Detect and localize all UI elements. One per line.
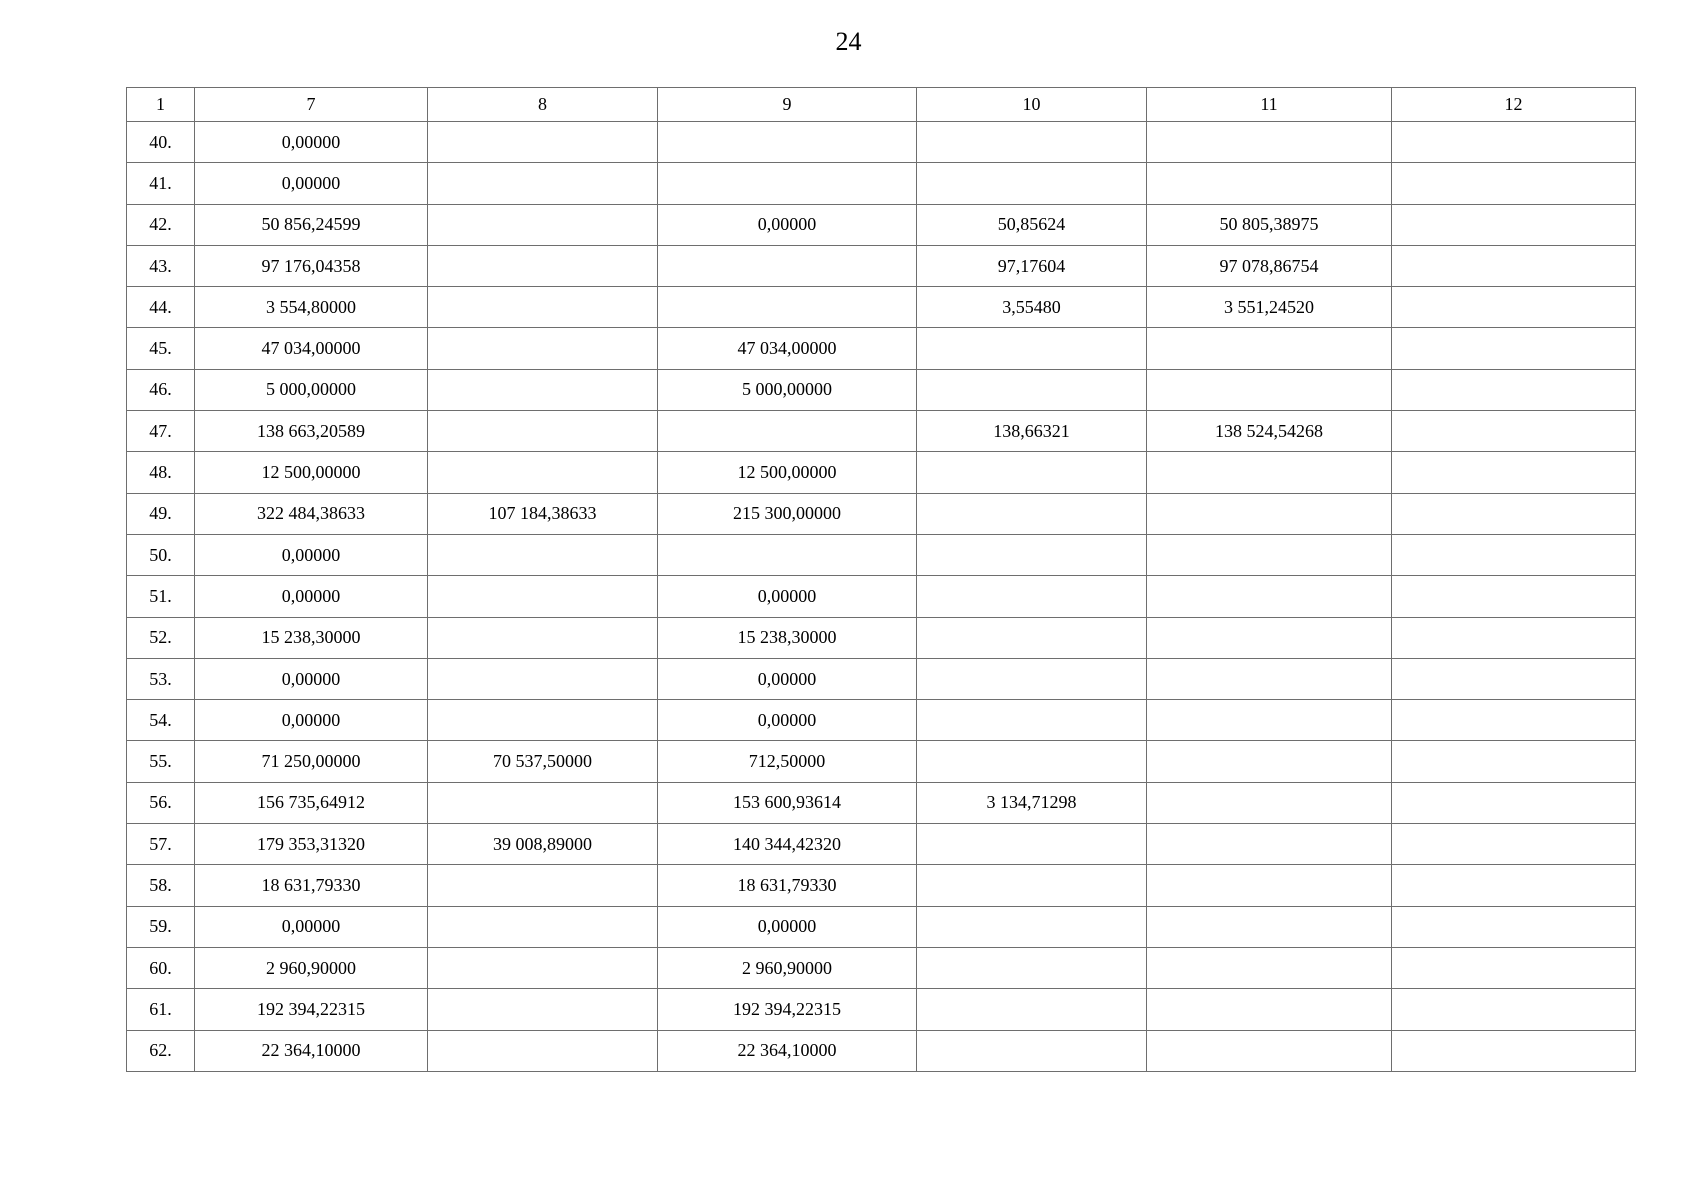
table-cell <box>1392 163 1636 204</box>
column-header: 9 <box>658 88 917 122</box>
table-cell <box>1147 452 1392 493</box>
table-cell: 0,00000 <box>658 576 917 617</box>
column-header: 1 <box>127 88 195 122</box>
table-cell: 15 238,30000 <box>658 617 917 658</box>
table-cell <box>428 947 658 988</box>
table-cell: 192 394,22315 <box>658 989 917 1030</box>
table-cell <box>658 122 917 163</box>
table-cell <box>1392 865 1636 906</box>
table-cell <box>1392 369 1636 410</box>
table-row <box>127 534 1636 575</box>
table-cell <box>917 163 1147 204</box>
table-cell: 192 394,22315 <box>195 989 428 1030</box>
column-header: 11 <box>1147 88 1392 122</box>
table-cell <box>1392 328 1636 369</box>
table-cell <box>917 865 1147 906</box>
table-cell <box>1392 824 1636 865</box>
table-cell <box>917 369 1147 410</box>
table-cell <box>428 328 658 369</box>
table-cell <box>1147 658 1392 699</box>
table-row <box>127 204 1636 245</box>
table-cell: 0,00000 <box>658 700 917 741</box>
table-cell: 3 554,80000 <box>195 287 428 328</box>
row-number-cell: 43. <box>127 245 195 286</box>
column-header: 12 <box>1392 88 1636 122</box>
table-cell <box>658 287 917 328</box>
table-cell: 71 250,00000 <box>195 741 428 782</box>
table-cell <box>428 122 658 163</box>
row-number-cell: 56. <box>127 782 195 823</box>
table-cell <box>1147 989 1392 1030</box>
table-cell: 18 631,79330 <box>195 865 428 906</box>
row-number-cell: 50. <box>127 534 195 575</box>
table-cell: 5 000,00000 <box>195 369 428 410</box>
table-cell <box>1147 617 1392 658</box>
table-cell: 12 500,00000 <box>195 452 428 493</box>
table-cell <box>1392 287 1636 328</box>
table-cell <box>428 163 658 204</box>
table-cell: 0,00000 <box>195 122 428 163</box>
table-cell <box>1392 700 1636 741</box>
table-cell <box>917 493 1147 534</box>
column-header: 7 <box>195 88 428 122</box>
table-row <box>127 411 1636 452</box>
table-row <box>127 989 1636 1030</box>
row-number-cell: 41. <box>127 163 195 204</box>
table-cell: 0,00000 <box>658 658 917 699</box>
table-cell <box>1392 947 1636 988</box>
table-cell: 22 364,10000 <box>195 1030 428 1071</box>
table-cell <box>917 700 1147 741</box>
table-cell: 22 364,10000 <box>658 1030 917 1071</box>
table-cell <box>917 576 1147 617</box>
table-cell <box>428 204 658 245</box>
table-cell <box>1392 493 1636 534</box>
table-cell <box>428 906 658 947</box>
table-cell <box>658 411 917 452</box>
table-row <box>127 287 1636 328</box>
row-number-cell: 58. <box>127 865 195 906</box>
table-row <box>127 865 1636 906</box>
table-cell: 12 500,00000 <box>658 452 917 493</box>
table-cell <box>917 741 1147 782</box>
table-cell: 97 078,86754 <box>1147 245 1392 286</box>
table-cell: 50 805,38975 <box>1147 204 1392 245</box>
table-cell <box>428 576 658 617</box>
table-cell: 0,00000 <box>658 204 917 245</box>
table-cell: 97,17604 <box>917 245 1147 286</box>
table-cell <box>1392 122 1636 163</box>
table-cell <box>428 534 658 575</box>
header-row <box>127 88 1636 122</box>
row-number-cell: 44. <box>127 287 195 328</box>
table-cell: 3 551,24520 <box>1147 287 1392 328</box>
table-cell: 0,00000 <box>195 163 428 204</box>
row-number-cell: 54. <box>127 700 195 741</box>
row-number-cell: 55. <box>127 741 195 782</box>
table-row <box>127 617 1636 658</box>
table-cell <box>917 328 1147 369</box>
table-cell <box>428 782 658 823</box>
table-cell <box>1147 163 1392 204</box>
table-body <box>127 122 1636 1072</box>
table-cell: 97 176,04358 <box>195 245 428 286</box>
row-number-cell: 52. <box>127 617 195 658</box>
table-cell <box>1392 452 1636 493</box>
row-number-cell: 62. <box>127 1030 195 1071</box>
table-row <box>127 576 1636 617</box>
table-cell: 2 960,90000 <box>195 947 428 988</box>
table-row <box>127 782 1636 823</box>
table-cell: 156 735,64912 <box>195 782 428 823</box>
column-header: 10 <box>917 88 1147 122</box>
table-cell <box>1147 122 1392 163</box>
table-row <box>127 163 1636 204</box>
table-cell <box>658 163 917 204</box>
table-cell <box>917 1030 1147 1071</box>
table-cell: 50,85624 <box>917 204 1147 245</box>
table-cell <box>1147 782 1392 823</box>
table-cell <box>1392 906 1636 947</box>
table-cell: 2 960,90000 <box>658 947 917 988</box>
table-cell <box>428 617 658 658</box>
data-table <box>126 87 1636 1072</box>
row-number-cell: 40. <box>127 122 195 163</box>
table-cell <box>1147 741 1392 782</box>
table-cell: 0,00000 <box>195 658 428 699</box>
table-cell <box>1147 700 1392 741</box>
table-cell <box>1392 204 1636 245</box>
table-cell <box>428 865 658 906</box>
row-number-cell: 59. <box>127 906 195 947</box>
table-cell: 179 353,31320 <box>195 824 428 865</box>
table-row <box>127 122 1636 163</box>
table-cell <box>428 369 658 410</box>
table-cell <box>428 658 658 699</box>
table-cell: 18 631,79330 <box>658 865 917 906</box>
table-cell <box>428 287 658 328</box>
row-number-cell: 57. <box>127 824 195 865</box>
table-cell <box>428 452 658 493</box>
page-number: 24 <box>835 27 862 56</box>
table-cell: 138 524,54268 <box>1147 411 1392 452</box>
table-cell <box>1147 369 1392 410</box>
table-cell <box>1392 989 1636 1030</box>
table-row <box>127 906 1636 947</box>
table-cell <box>428 1030 658 1071</box>
row-number-cell: 48. <box>127 452 195 493</box>
row-number-cell: 61. <box>127 989 195 1030</box>
table-row <box>127 658 1636 699</box>
table-cell <box>1147 824 1392 865</box>
row-number-cell: 49. <box>127 493 195 534</box>
table-cell <box>1147 865 1392 906</box>
row-number-cell: 45. <box>127 328 195 369</box>
table-cell <box>1392 245 1636 286</box>
table-cell: 153 600,93614 <box>658 782 917 823</box>
table-cell: 0,00000 <box>195 906 428 947</box>
table-row <box>127 452 1636 493</box>
table-cell <box>1147 576 1392 617</box>
table-cell: 107 184,38633 <box>428 493 658 534</box>
table-cell <box>1147 1030 1392 1071</box>
table-cell <box>1392 658 1636 699</box>
table-cell: 3 134,71298 <box>917 782 1147 823</box>
table-cell <box>917 824 1147 865</box>
row-number-cell: 53. <box>127 658 195 699</box>
row-number-cell: 60. <box>127 947 195 988</box>
table-cell: 50 856,24599 <box>195 204 428 245</box>
table-cell <box>1392 411 1636 452</box>
table-row <box>127 369 1636 410</box>
row-number-cell: 47. <box>127 411 195 452</box>
table-cell: 138,66321 <box>917 411 1147 452</box>
table-cell: 138 663,20589 <box>195 411 428 452</box>
row-number-cell: 46. <box>127 369 195 410</box>
table-cell <box>917 989 1147 1030</box>
table-cell: 5 000,00000 <box>658 369 917 410</box>
table-cell <box>1392 534 1636 575</box>
table-cell <box>428 411 658 452</box>
table-cell <box>1147 534 1392 575</box>
table-row <box>127 741 1636 782</box>
table-cell: 0,00000 <box>195 700 428 741</box>
table-cell: 0,00000 <box>658 906 917 947</box>
table-cell <box>917 947 1147 988</box>
table-cell: 140 344,42320 <box>658 824 917 865</box>
table-cell: 39 008,89000 <box>428 824 658 865</box>
table-cell: 47 034,00000 <box>658 328 917 369</box>
table-row <box>127 245 1636 286</box>
table-cell <box>1392 1030 1636 1071</box>
table-cell <box>1392 617 1636 658</box>
table-row <box>127 328 1636 369</box>
row-number-cell: 51. <box>127 576 195 617</box>
table-cell <box>917 658 1147 699</box>
table-cell: 322 484,38633 <box>195 493 428 534</box>
table-header <box>127 88 1636 122</box>
table-cell: 3,55480 <box>917 287 1147 328</box>
table-cell <box>428 700 658 741</box>
row-number-cell: 42. <box>127 204 195 245</box>
table-cell: 0,00000 <box>195 534 428 575</box>
table-cell <box>1392 782 1636 823</box>
table-cell <box>917 534 1147 575</box>
table-cell <box>1392 741 1636 782</box>
table-row <box>127 947 1636 988</box>
table-row <box>127 493 1636 534</box>
table-cell <box>917 452 1147 493</box>
table-cell: 712,50000 <box>658 741 917 782</box>
table-row <box>127 824 1636 865</box>
table-cell <box>658 245 917 286</box>
table-cell <box>917 617 1147 658</box>
table-cell <box>917 906 1147 947</box>
table-cell <box>1147 493 1392 534</box>
table-cell <box>917 122 1147 163</box>
table-cell <box>1147 328 1392 369</box>
column-header: 8 <box>428 88 658 122</box>
table-cell <box>1147 906 1392 947</box>
table-cell <box>428 245 658 286</box>
table-cell: 15 238,30000 <box>195 617 428 658</box>
table-cell <box>1147 947 1392 988</box>
table-cell: 47 034,00000 <box>195 328 428 369</box>
table-row <box>127 1030 1636 1071</box>
table-cell <box>1392 576 1636 617</box>
table-cell <box>658 534 917 575</box>
table-cell <box>428 989 658 1030</box>
table-cell: 70 537,50000 <box>428 741 658 782</box>
table-cell: 215 300,00000 <box>658 493 917 534</box>
table-cell: 0,00000 <box>195 576 428 617</box>
table-row <box>127 700 1636 741</box>
